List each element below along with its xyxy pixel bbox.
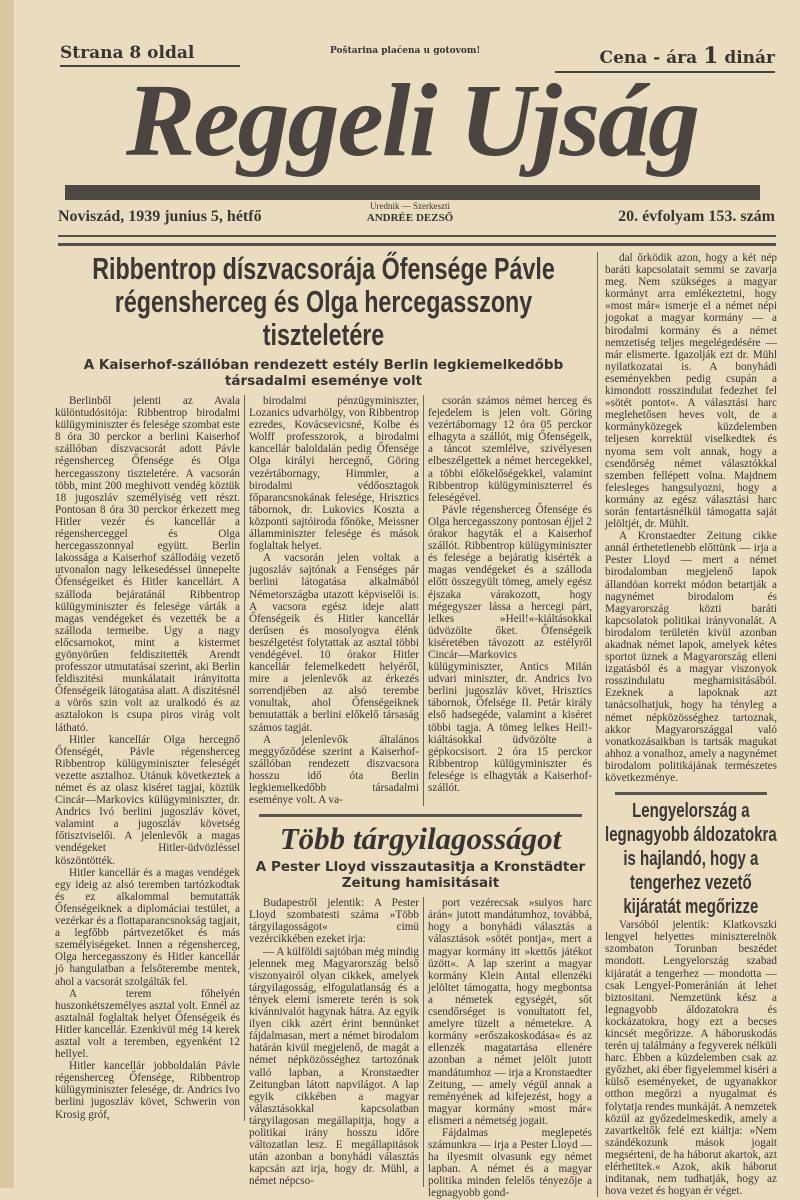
article2-columns-row (249, 897, 592, 1199)
price-value: 1 (703, 43, 719, 69)
paragraph: — A külföldi sajtóban még mindig jelennek meg Magyarország belső viszonyairól olyan cikkek, amelyek tárgyilagosság, elfogulatlanság és a tények elemi ismerete terén is sok kivánnivalót hagynak hátra. Az egyik ilyen cikk azért érint bennünket fájdalmasan, mert a német birodalom határán kivül megjelenő, de magát a német népközösséghez tartozónak valló lapban, a Kronstaedter Zeitungban látott napvilágot. A lap egyik cikkében a magyar választásokkal kapcsolatban tárgyilagosan megállapitja, hogy a politikai irány hosszu időre változatlan lesz. E megállapitások után azonban a bonyhádi választás kapcsán azt irja, hogy dr. Mühl, a német népcso- (249, 945, 419, 1188)
paper-edge (0, 0, 14, 1188)
paragraph: A vacsorán jelen voltak a jugoszláv sajtónak a Fenséges pár berlini látogatása alkalmából Németországba utazott képviselői is. A vacsora egész ideje alatt Őfenségeik és Hitler kancellár derűsen és mosolyogva élénk beszélgetést folytattak az asztal többi vendégével. 10 órakor Hitler kancellár felemelkedett helyéről, mire a jelenlevők az érkezés sorrendjében az alsó terembe vonultak, ahol Őfenségeiknek bemutatták a berlini előkelő társaság számos tagját. (249, 552, 419, 734)
article2-column-1 (249, 897, 424, 1187)
paragraph: Budapestről jelentik: A Pester Lloyd szombatesti száma »Több tárgyilagosságot« cimü vezércikkében ezeket irja: (249, 897, 419, 946)
article2-column-2 (424, 897, 592, 1199)
paragraph: Berlinből jelenti az Avala különtudósitója: Ribbentrop birodalmi külügyminiszter és felesége szombat este 8 óra 30 perckor a berlini Kaiserhof szállóban díszvacsorát adott Pávle régensherceg Őfensége és Olga hercegasszony tiszteletére. A vacsorán több, mint 200 meghivott vendég köztük 18 jugoszláv személyiség vett részt. Pontosan 8 óra 30 perckor érkezett meg Hitler vezér és kancellár a régensherceggel és Olga hercegasszonnyal együtt. Berlin lakossága a Kaiserhof szállodáig vezető utvonalon nagy lelkesedéssel ünnepelte Őfenségeiket és Hitler kancellárt. A szálloda bejáratánál Ribbentrop külügyminiszter és felesége várták a magas vendégeket és vezették be a szálloda termeibe. Ugy a nagy előcsarnokot, mint a kistermet gyönyörűen feldiszitették Arendt professzor utmutatásai szerint, aki Berlin feldiszitési munkálatait irányitotta Őfenségeik látogatása alatt. A diszitésnél a vörös szin volt az uralkodó és az asztalokon is csupa piros virág volt látható. (55, 395, 240, 734)
article3-headline-wrap (605, 799, 777, 919)
article1-subhead: A Kaiserhof-szállóban rendezett estély Berlin legkiemelkedőbb társadalmi eseménye volt (83, 357, 564, 389)
article1-body (55, 395, 592, 1200)
paragraph: Hitler kancellár és a magas vendégek egy ideig az alsó teremben tartózkodtak és ez alkalommal bemutatták Őfenségeiknek a diplomáciai testület, a vezérkar és a flottaparancsnokság tagjait, a legfőbb pártvezetőket és más személyiségeket. Innen a régensherceg, Olga hercegasszony és Hitler kancellár jó hangulatban a felsőterembe mentek, ahol a vacsorát szolgálták fel. (55, 866, 240, 988)
paragraph: birodalmi pénzügyminiszter, Lozanics udvarhölgy, von Ribbentrop ezredes, Kovácsevicsné, Kolbe és Wolff professzorok, a birodalmi kancellár baloldalán pedig Őfensége Olga királyi hercegnő, Göring vezértábornagy, Himmler, a birodalmi védőosztagok főparancsnokának felesége, Hrisztics tábornok, dr. Lukovics Koszta a központi sajtóiroda főnöke, Meissner államminiszter felesége és mások foglaltak helyet. (249, 395, 419, 553)
article1-column-3 (424, 395, 592, 794)
page-number-label: Strana 8 oldal (60, 43, 240, 67)
article1-column-1 (55, 395, 245, 1121)
article2-subhead: A Pester Lloyd visszautasitja a Kronstädter Zeitung hamisitásait (255, 859, 586, 892)
middle-region (245, 395, 592, 1200)
article-separator (615, 792, 767, 795)
article-separator (259, 814, 582, 817)
article1-headline-wrap (55, 252, 592, 351)
dateline: Noviszád, 1939 junius 5, hétfő (58, 208, 262, 225)
paragraph: Hitler kancellár Olga hercegnő Őfenségét, Pávle régensherceg Ribbentrop külügyminiszter feleségét vezette asztalhoz. Utánuk következtek a német és az olasz kiséret tagjai, köztük Cincár—Markovics külügyminiszter, dr. Andrics Ivó berlini jugoszláv követ, valamint a jugoszláv követség főtisztviselői. A jelenlevők a magas vendégeket Hitler-üdvözléssel köszöntötték. (55, 733, 240, 867)
paragraph: port vezérecsak »sulyos harc árán« jutott mandátumhoz, továbbá, hogy a bonyhádi választás a választások »sötét pontja«, mert a magyar kormány itt »kettős játékot üzött«. A lap szerint a magyar kormány Klein Antal ellenzéki jelöltet támogatta, hogy megbontsa a németek egységét, sőt csendőrséget is vonultatott fel, amelyre tüzelt a németekre. A kormány »erőszakoskodása« és az ellenzék magatartása ellenére azonban a német jelölt jutott mandátumhoz — irja a Kronstaedter Zeitung, — amely végül annak a reményének ad kifejezést, hogy a magyar kormány »most már« elismeri a németség jogait. (428, 897, 592, 1127)
paragraph: Hitler kancellár jobboldalán Pávle régensherceg Őfensége, Ribbentrop külügyminiszter felesége, dr. Andrics Ivo berlini jugoszláv követ, Schwerin von Krosig gróf, (55, 1060, 240, 1121)
issue-number: 20. évfolyam 153. szám (618, 208, 775, 225)
paragraph: dal őrködik azon, hogy a két nép baráti kapcsolatait semmi se zavarja meg. Nem szükséges a magyar kormányt arra emlékeztetni, hogy »most már« ismerje el a német népi jogokat a magyar kormány — a birodalmi kormány és a német nemzetiség teljes megelégedésére — már elismerte. Igazolják ezt dr. Mühl nyilatkozatai is. A bonyhádi eseményekben pedig csupán a kimondott rosszindulat fedezhet fel »sötét pontot«. A választási harc meglehetősen heves volt, de a kormányközegek küzdelemben teljesen korrektül viselkedtek és nyoma sem volt annak, hogy a csendőrség német választókkal szemben fellépett volna. Majdnem felesleges hangsulyozni, hogy a kormány az egész választási harc során fentartásnélkül támogatta saját jelöltjét, dr. Mühlt. (605, 252, 777, 531)
paragraph: A jelenlevők általános meggyőződése szerint a Kaiserhof-szállóban rendezett diszvacsora hosszu idő óta Berlin legkiemelkedőbb társadalmi eseménye volt. A va- (249, 733, 419, 807)
paragraph: Fájdalmas meglepetés számunkra — irja a Pester Lloyd — ha ilyesmit olvasunk egy német lapban. A német és a magyar politika minden felelős tényezője a legnagyobb gond- (428, 1126, 592, 1200)
article2-headline: Több tárgyilagosságot (279, 821, 562, 857)
paragraph: csorán számos német herceg és fejedelem is jelen volt. Göring vezértábornagy 12 óra 05 perckor elhagyta a szállót, mig Őfenségeik, a táncot szemlélve, szivélyesen elbeszélgettek a német hercegekkel, a többi előkelőségekkel, valamint Ribbentrop külügyminiszterrel és feleségével. (428, 395, 592, 504)
article2-column-3 (605, 252, 777, 784)
right-region (597, 252, 777, 1197)
price-prefix: Cena - ára (599, 48, 698, 68)
paragraph: Pávle régensherceg Őfensége és Olga hercegasszony pontosan éjjel 2 órakor hagyták el a Kaiserhof szállót. Ribbentrop külügyminiszter és felesége a bejáratig kisérték a magas vendégeket és a szálloda előtt összegyült tömeg, amely egész éjszaka várakozott, hogy mégegyszer lássa a hercegi párt, lelkes »Heil!«-kiáltásokkal üdvözölte őket. Őfenségeik kiséretében távozott az estélyről Cincár—Markovics külügyminiszter, Antics Milán udvari miniszter, dr. Andrics Ivo berlini jugoszláv követ, Hrisztics tábornok, Őfelsége II. Petár király első hadsegéde, valamint a kiséret többi tagja. A tömeg lelkes Heil!-kiáltásokkal üdvözölte a gépkocsisort. 2 óra 15 perckor Ribbentrop külügyminiszter és felesége is elhagyták a Kaiserhof-szállót. (428, 503, 592, 794)
left-region (55, 252, 592, 1200)
paragraph: A Kronstaedter Zeitung cikke annál érthetetlenebb előttünk — irja a Pester Lloyd — mert a német birodalomban megjelenő lapok állandóan korrekt módon betartják a nagynémet birodalom és Magyarország közti baráti kapcsolatok politikai irányvonalát. A birodalom területén kivül azonban akadnak német lapok, amelyek kétes sportot üznek a Magyarország elleni izgatásból és a magyar viszonyok rosszindulatu meghamisitásából. Ezeknek a lapoknak azt tanácsolhatjuk, hogy ha tényleg a német népközösséghez tartoznak, akkor Magyarországgal való vonatkozásaikban is tartsák magukat ahhoz a vonalhoz, amely a nagynémet birodalom politikájának természetes következménye. (605, 530, 777, 785)
article1-headline: Ribbentrop díszvacsorája Őfensége Pávle régensherceg és Olga hercegasszony tiszteletére (92, 251, 555, 352)
article3-headline: Lengyelország a legnagyobb áldozatokra is hajlandó, hogy a tengerhez vezető kijáratát megőrizze (605, 800, 777, 919)
masthead-double-rule (58, 235, 776, 246)
newspaper-title: Reggeli Ujság (126, 63, 698, 178)
paragraph: A terem főhelyén huszonkétszemélyes asztal volt. Ennél az asztalnál foglaltak helyet Őfenségeik és Hitler kancellár. Ezenkivül még 14 kerek asztal volt a teremben, egyenként 12 hellyel. (55, 987, 240, 1061)
article1-columns-row (249, 395, 592, 806)
price-unit: dinár (724, 48, 775, 68)
article1-column-2 (249, 395, 424, 806)
masthead-bar (65, 185, 760, 200)
editor-block (350, 200, 470, 224)
page-body (55, 252, 777, 1200)
postage-note: Poštarina plaćena u gotovom! (330, 46, 481, 56)
article3-column-1 (605, 919, 777, 1197)
paragraph: Varsóból jelentik: Klatkovszki lengyel helyettes miniszterelnök szombaton Torunban beszédet mondott. Lengyelország szabad kijáratát a tengerhez — mondotta — csak Lengyel-Pomeránián át lehet biztositani. Nemzetünk kész a legnagyobb áldozatokra és kockázatokra, hogy ezt a becses kincsét megőrizze. A háboruskodás terén uj találmány a fegyverek nélküli harc. Ebben a küzdelemben csak az győzhet, aki éber figyelemmel kiséri a külső eseményeket, de ugyanakkor otthon megőrzi a nyugalmat és folytatja rendes munkáját. A nemzetek közül az győzedelmeskedik, amely a zavartkeltők felé ezt kiáltja: »Nem szándékozunk mások jogait megsérteni, de ha háborut akartok, azt elérhetitek.« Azok, akik háborut inditanak, nem tudhatják, hogy az hova vezet és hogyan ér véget. (605, 919, 777, 1198)
editor-name: ANDRÉE DEZSŐ (366, 212, 454, 224)
editor-label: Urednik — Szerkeszti (370, 201, 450, 211)
